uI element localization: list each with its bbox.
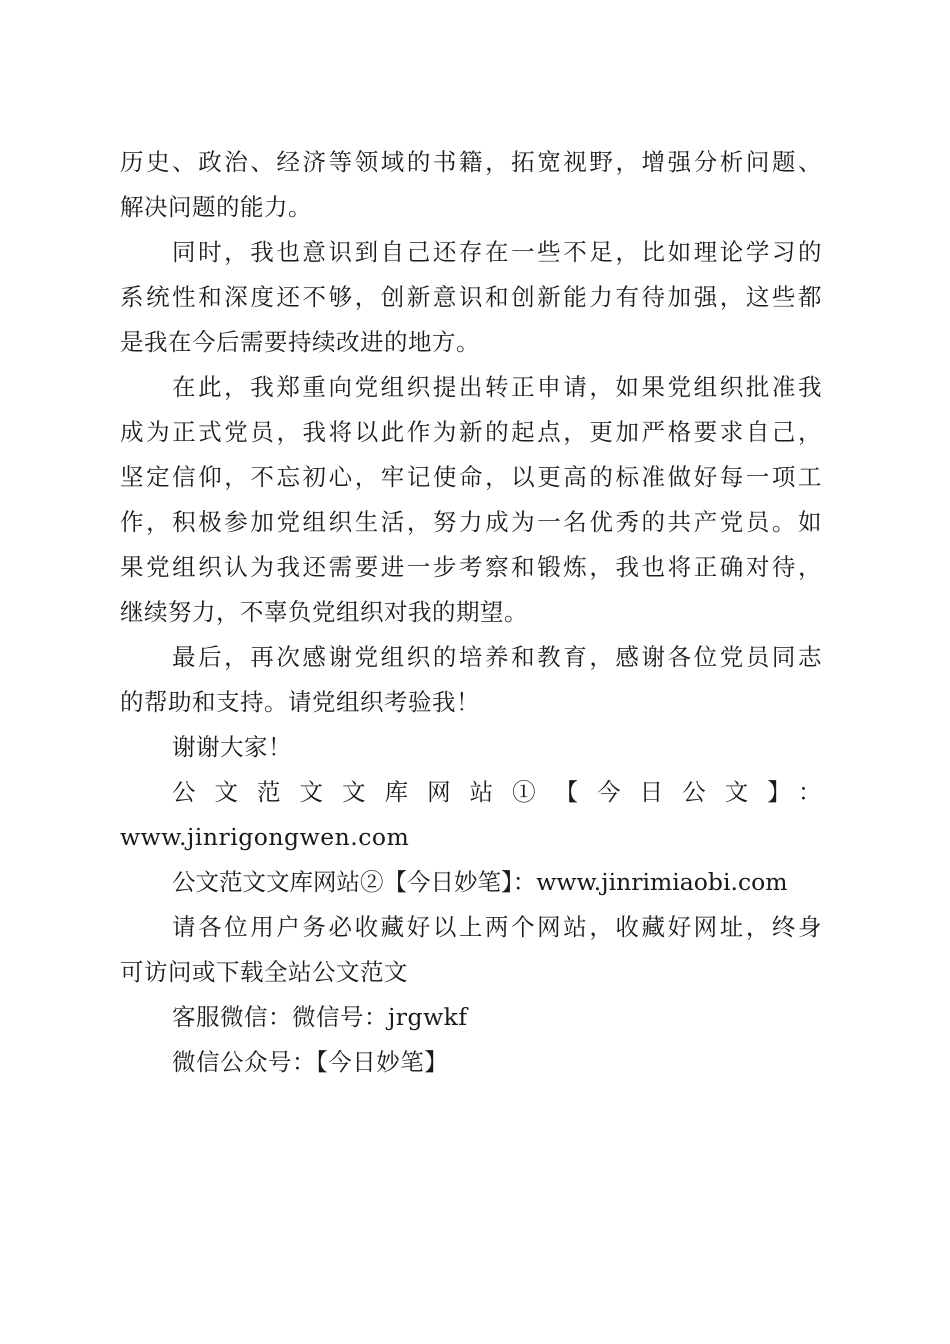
site2-line[interactable]: 公文范文文库网站②【今日妙笔】：www.jinrimiaobi.com	[172, 868, 788, 896]
notice-line: 请各位用户务必收藏好以上两个网站，收藏好网址，终身	[172, 913, 822, 941]
footer-wechat-public	[120, 1040, 822, 1085]
notice-line: 可访问或下载全站公文范文	[120, 958, 408, 986]
text-line: 的帮助和支持。请党组织考验我！	[120, 688, 480, 716]
text-line: 在此，我郑重向党组织提出转正申请，如果党组织批准我	[172, 373, 822, 401]
text-line: 继续努力，不辜负党组织对我的期望。	[120, 598, 528, 626]
wechat-service-text: 客服微信：微信号：jrgwkf	[172, 1003, 468, 1031]
footer-wechat-service	[120, 995, 822, 1040]
text-line: 历史、政治、经济等领域的书籍，拓宽视野，增强分析问题、	[120, 148, 822, 176]
text-line: 成为正式党员，我将以此作为新的起点，更加严格要求自己，	[120, 418, 822, 446]
document-page	[120, 140, 822, 1085]
paragraph-reading	[120, 140, 822, 230]
footer-notice	[120, 905, 822, 995]
text-line: 解决问题的能力。	[120, 193, 312, 221]
site1-url-link[interactable]: www.jinrigongwen.com	[120, 823, 410, 851]
paragraph-application	[120, 365, 822, 635]
text-line: 坚定信仰，不忘初心，牢记使命，以更高的标准做好每一项工	[120, 463, 822, 491]
text-line: 是我在今后需要持续改进的地方。	[120, 328, 480, 356]
site1-label: 公文范文文库网站①【今日公文】：	[172, 778, 822, 806]
text-line: 系统性和深度还不够，创新意识和创新能力有待加强，这些都	[120, 283, 822, 311]
paragraph-thanks	[120, 635, 822, 725]
footer-site2	[120, 860, 822, 905]
text-line: 谢谢大家！	[172, 733, 292, 761]
paragraph-shortcomings	[120, 230, 822, 365]
wechat-public-text: 微信公众号：【今日妙笔】	[172, 1048, 449, 1076]
text-line: 最后，再次感谢党组织的培养和教育，感谢各位党员同志	[172, 643, 822, 671]
paragraph-closing	[120, 725, 822, 770]
text-line: 果党组织认为我还需要进一步考察和锻炼，我也将正确对待，	[120, 553, 822, 581]
text-line: 作，积极参加党组织生活，努力成为一名优秀的共产党员。如	[120, 508, 822, 536]
footer-site1	[120, 770, 822, 860]
text-line: 同时，我也意识到自己还存在一些不足，比如理论学习的	[172, 238, 822, 266]
